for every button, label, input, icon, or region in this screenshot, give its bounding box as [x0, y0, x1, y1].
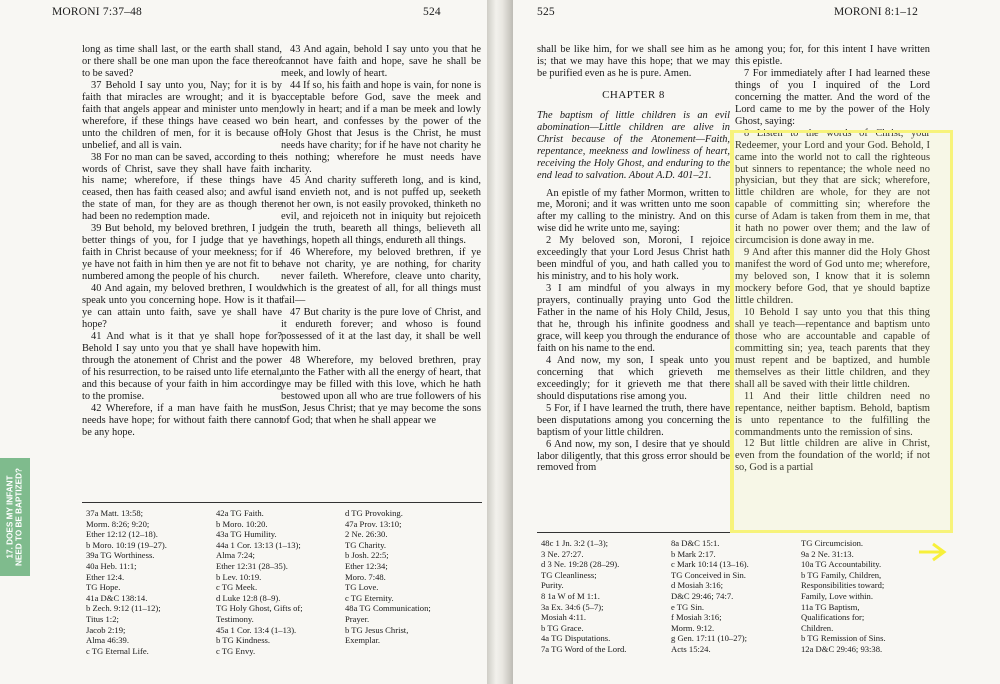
- footnote-line: c TG Envy.: [216, 645, 256, 656]
- footnote-line: Ether 12:31 (28–35).: [216, 560, 288, 571]
- footnote-line: Alma 7:24;: [216, 550, 255, 561]
- verse-paragraph: An epistle of my father Mormon, written to me, Moroni; and it was written unto me soon after my calling to the ministry. And on this wise did he write unto me, saying:: [537, 187, 730, 235]
- verse-paragraph: 6 And now, my son, I desire that ye should labor diligently, that this gross error should be removed from: [537, 438, 730, 474]
- verse-paragraph: 11 And their little children need no repentance, neither baptism. Behold, baptism is unto repentance to the fulfilling the commandments unto the remission of sins.: [735, 390, 930, 438]
- footnote-line: Responsibilities toward;: [801, 580, 885, 591]
- book-gutter: [487, 0, 513, 684]
- footnote-line: b TG Grace.: [541, 622, 584, 633]
- footnote-line: 37a Matt. 13:58;: [86, 508, 144, 518]
- footnote-line: d Luke 12:8 (8–9).: [216, 592, 281, 603]
- footnote-line: Mosiah 4:11.: [541, 612, 587, 623]
- footnote-line: TG Holy Ghost, Gifts of;: [216, 603, 303, 614]
- verse-paragraph: 44 If so, his faith and hope is vain, for none is acceptable before God, save the meek and lowly in heart; and if a man be meek and lowly in heart, and confesses by the power of the Holy Ghost that Jesus is the Christ, he must needs have charity; for if he have not charity he is nothing; wherefore he must needs have charity.: [281, 79, 481, 175]
- footnote-line: 39a TG Worthiness.: [86, 550, 155, 561]
- right-header-reference: MORONI 8:1–12: [834, 6, 919, 18]
- chapter-summary: The baptism of little children is an evil abomination—Little children are alive in Christ because of the Atonement—Faith, repentance, meekness and lowliness of heart, receiving the Holy Ghost, and enduring to the end lead to salvation. About A.D. 401–21.: [537, 109, 730, 181]
- verse-paragraph: 3 I am mindful of you always in my prayers, continually praying unto God the Father in the name of his Holy Child, Jesus, that he, through his infinite goodness and grace, will keep you through the endurance of faith on his name to the end.: [537, 283, 730, 354]
- verse-paragraph: 45 And charity suffereth long, and is kind, and envieth not, and is not puffed up, seeketh not her own, is not easily provoked, thinketh no evil, and rejoiceth not in iniquity but rejoiceth in the truth, beareth all things, believeth all things, hopeth all things, endureth all things.: [281, 175, 481, 247]
- verse-paragraph: 12 But little children are alive in Christ, even from the foundation of the world; if not so, God is a partial: [735, 438, 930, 474]
- footnote-line: TG Cleanliness;: [541, 569, 597, 580]
- footnote-line: d 3 Ne. 19:28 (28–29).: [541, 559, 620, 570]
- footnote-line: 8a D&C 15:1.: [671, 538, 720, 548]
- footnote-line: b TG Remission of Sins.: [801, 633, 886, 644]
- footnote-line: Testimony.: [216, 613, 254, 624]
- footnote-line: 10a TG Accountability.: [801, 559, 882, 570]
- footnote-line: TG Circumcision.: [801, 538, 864, 548]
- left-footnotes-col-2: [216, 508, 303, 656]
- footnote-line: 47a Prov. 13:10;: [345, 518, 402, 529]
- verse-paragraph: 39 But behold, my beloved brethren, I judge better things of you, for I judge that ye have faith in Christ because of your meekness; for if ye have not faith in him then ye are not fit to be numbered among the people of his church.: [82, 223, 282, 283]
- footnote-line: TG Love.: [345, 582, 379, 593]
- footnote-line: b Josh. 22:5;: [345, 550, 389, 561]
- footnote-line: Acts 15:24.: [671, 643, 711, 654]
- footnote-line: Titus 1:2;: [86, 613, 119, 624]
- verse-paragraph: 8 Listen to the words of Christ, your Redeemer, your Lord and your God. Behold, I came into the world not to call the righteous but sinners to repentance; the whole need no physician, but they that are sick; wherefore, little children are whole, for they are not capable of committing sin; wherefore the curse of Adam is taken from them in me, that it hath no power over them; and the law of circumcision is done away in me.: [735, 127, 930, 247]
- question-side-tab-label: [6, 468, 25, 566]
- left-column-2: [281, 44, 481, 427]
- footnote-line: TG Conceived in Sin.: [671, 569, 746, 580]
- verse-paragraph: 5 For, if I have learned the truth, there have been disputations among you concerning the baptism of your little children.: [537, 402, 730, 438]
- footnote-line: e TG Sin.: [671, 601, 705, 612]
- left-page: [0, 0, 487, 684]
- footnote-line: 7a TG Word of the Lord.: [541, 643, 627, 654]
- right-col-1-continuation: [537, 44, 730, 80]
- verse-paragraph: among you; for, for this intent I have written this epistle.: [735, 44, 930, 67]
- verse-paragraph: shall be like him, for we shall see him as he is; that we may have this hope; that we may be purified even as he is pure. Amen.: [537, 44, 730, 79]
- arrow-right-icon: [918, 541, 948, 563]
- footnote-line: 12a D&C 29:46; 93:38.: [801, 643, 883, 654]
- footnote-line: b TG Kindness.: [216, 635, 271, 646]
- footnote-line: 43a TG Humility.: [216, 529, 277, 540]
- footnote-line: Morm. 8:26; 9:20;: [86, 518, 150, 529]
- footnote-line: 41a D&C 138:14.: [86, 592, 148, 603]
- chapter-heading: CHAPTER 8: [602, 88, 665, 101]
- verse-highlight-box: [730, 127, 953, 533]
- verse-paragraph: 2 My beloved son, Moroni, I rejoice exceedingly that your Lord Jesus Christ hath been mindful of you, and hath called you to his ministry, and to his holy work.: [537, 235, 730, 283]
- footnote-line: 4a TG Disputations.: [541, 633, 611, 644]
- footnote-line: TG Hope.: [86, 582, 121, 593]
- footnote-line: Family, Love within.: [801, 590, 874, 601]
- left-footnotes-col-1: [86, 508, 167, 656]
- verse-paragraph: 48 Wherefore, my beloved brethren, pray unto the Father with all the energy of heart, that ye may be filled with this love, which he hath bestowed upon all who are true followers of his Son, Jesus Christ; that ye may become the sons of God; that when he shall appear we: [281, 354, 481, 426]
- footnote-line: 48c 1 Jn. 3:2 (1–3);: [541, 538, 609, 548]
- footnote-line: Qualifications for;: [801, 612, 865, 623]
- footnote-line: Ether 12:12 (12–18).: [86, 529, 158, 540]
- verse-paragraph: 41 And what is it that ye shall hope for? Behold I say unto you that ye shall have hope through the atonement of Christ and the power of his resurrection, to be raised unto life eternal, and this because of your faith in him according to the promise.: [82, 330, 282, 402]
- footnote-line: Prayer.: [345, 613, 370, 624]
- left-header-reference: MORONI 7:37–48: [52, 6, 143, 18]
- footnote-line: 48a TG Communication;: [345, 603, 431, 614]
- footnote-line: c TG Eternal Life.: [86, 645, 149, 656]
- footnote-line: 8 1a W of M 1:1.: [541, 590, 600, 601]
- verse-paragraph: 40 And again, my beloved brethren, I would speak unto you concerning hope. How is it that ye can attain unto faith, save ye shall have hope?: [82, 283, 282, 330]
- right-column-1: [537, 44, 730, 474]
- footnote-line: 40a Heb. 11:1;: [86, 560, 137, 571]
- footnote-line: Ether 12:34;: [345, 560, 388, 571]
- verse-paragraph: 43 And again, behold I say unto you that he cannot have faith and hope, save he shall be meek, and lowly of heart.: [281, 44, 481, 79]
- verse-paragraph: 46 Wherefore, my beloved brethren, if ye have not charity, ye are nothing, for charity never faileth. Wherefore, cleave unto charity, which is the greatest of all, for all things must fail—: [281, 247, 481, 307]
- footnote-line: c TG Meek.: [216, 582, 258, 593]
- footnote-line: 42a TG Faith.: [216, 508, 264, 518]
- footnote-line: b Zech. 9:12 (11–12);: [86, 603, 161, 614]
- footnote-line: b Mark 2:17.: [671, 548, 716, 559]
- verse-paragraph: 4 And now, my son, I speak unto you concerning that which grieveth me exceedingly; for it grieveth me that there should disputations rise among you.: [537, 354, 730, 402]
- left-column-1: [82, 44, 282, 438]
- footnote-line: 44a 1 Cor. 13:13 (1–13);: [216, 539, 301, 550]
- verse-paragraph: 47 But charity is the pure love of Christ, and it endureth forever; and whoso is found possessed of it at the last day, it shall be well with him.: [281, 306, 481, 354]
- footnote-line: 2 Ne. 26:30.: [345, 529, 388, 540]
- left-footnote-rule: [82, 502, 482, 503]
- right-page-number: 525: [537, 6, 555, 18]
- footnote-line: 45a 1 Cor. 13:4 (1–13).: [216, 624, 297, 635]
- verse-paragraph: 7 For immediately after I had learned these things of you I inquired of the Lord concerning the matter. And the word of the Lord came to me by the power of the Holy Ghost, saying:: [735, 67, 930, 127]
- footnote-line: f Mosiah 3:16;: [671, 612, 722, 623]
- footnote-line: d Mosiah 3:16;: [671, 580, 724, 591]
- footnote-line: Children.: [801, 622, 834, 633]
- left-footnotes-col-3: [345, 508, 431, 646]
- footnote-line: Exemplar.: [345, 635, 381, 646]
- footnote-line: 3 Ne. 27:27.: [541, 548, 584, 559]
- footnote-line: D&C 29:46; 74:7.: [671, 590, 734, 601]
- footnote-line: Ether 12:4.: [86, 571, 125, 582]
- side-tab-line-1: 17. DOES MY INFANT: [5, 475, 15, 559]
- footnote-line: TG Charity.: [345, 539, 386, 550]
- footnote-line: c Mark 10:14 (13–16).: [671, 559, 749, 570]
- verse-paragraph: 9 And after this manner did the Holy Ghost manifest the word of God unto me; wherefore, my beloved son, I know that it is solemn mockery before God, that ye should baptize little children.: [735, 247, 930, 307]
- right-col-1-body: [537, 188, 730, 475]
- footnote-line: Jacob 2:19;: [86, 624, 126, 635]
- footnote-line: d TG Provoking.: [345, 508, 403, 518]
- footnote-line: g Gen. 17:11 (10–27);: [671, 633, 748, 644]
- verse-paragraph: long as time shall last, or the earth shall stand, or there shall be one man upon the face thereof to be saved?: [82, 44, 282, 79]
- footnote-line: Alma 46:39.: [86, 635, 129, 646]
- footnote-line: b Lev. 10:19.: [216, 571, 262, 582]
- footnote-line: b TG Jesus Christ,: [345, 624, 409, 635]
- footnote-line: b Moro. 10:19 (19–27).: [86, 539, 167, 550]
- right-footnotes-col-3: [801, 538, 886, 655]
- footnote-line: 3a Ex. 34:6 (5–7);: [541, 601, 604, 612]
- verse-paragraph: 38 For no man can be saved, according to the words of Christ, save they shall have faith in his name; wherefore, if these things have ceased, then has faith ceased also; and awful is the state of man, for they are as though there had been no redemption made.: [82, 151, 282, 223]
- footnote-line: b TG Family, Children,: [801, 569, 882, 580]
- right-footnotes-col-1: [541, 538, 626, 655]
- right-footnotes-col-2: [671, 538, 749, 655]
- footnote-line: Moro. 7:48.: [345, 571, 386, 582]
- footnote-line: c TG Eternity.: [345, 592, 394, 603]
- verse-paragraph: 10 Behold I say unto you that this thing shall ye teach—repentance and baptism unto those who are accountable and capable of committing sin; yea, teach parents that they must repent and be baptized, and humble themselves as their little children, and they shall all be saved with their little children.: [735, 306, 930, 390]
- verse-paragraph: 37 Behold I say unto you, Nay; for it is by faith that miracles are wrought; and it is by faith that angels appear and minister unto men; wherefore, if these things have ceased wo be unto the children of men, for it is because of unbelief, and all is vain.: [82, 79, 282, 151]
- footnote-line: 11a TG Baptism,: [801, 601, 860, 612]
- side-tab-line-2: NEED TO BE BAPTIZED?: [15, 467, 24, 567]
- footnote-line: 9a 2 Ne. 31:13.: [801, 548, 854, 559]
- verse-paragraph: 42 Wherefore, if a man have faith he must needs have hope; for without faith there cannot be any hope.: [82, 402, 282, 438]
- left-page-number: 524: [423, 6, 441, 18]
- footnote-line: b Moro. 10:20.: [216, 518, 268, 529]
- footnote-line: Purity.: [541, 580, 564, 591]
- footnote-line: Morm. 9:12.: [671, 622, 715, 633]
